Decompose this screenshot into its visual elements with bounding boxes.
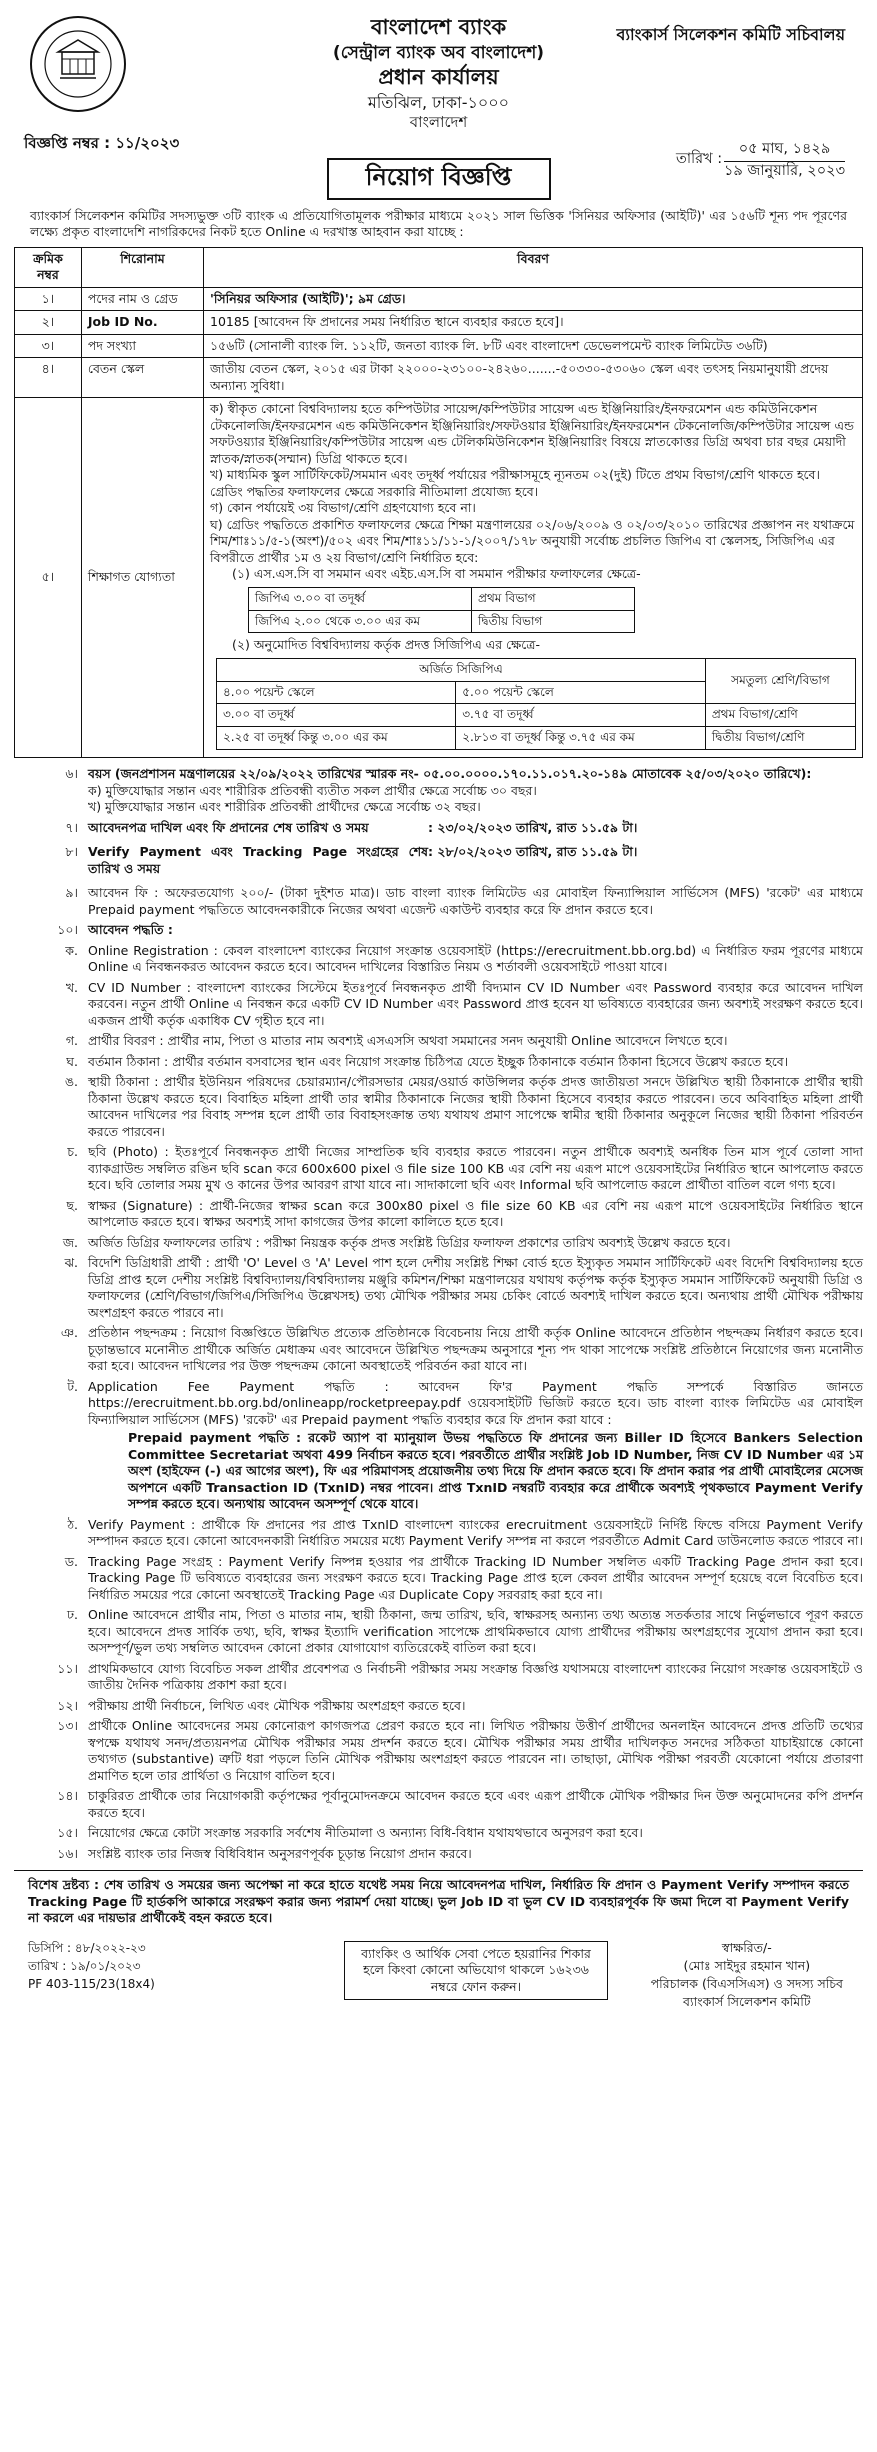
ssc-table xyxy=(248,587,635,634)
procedure-step xyxy=(14,1255,863,1321)
verify-deadline-label: Verify Payment এবং Tracking Page সংগ্রহের শেষ তারিখ ও সময় xyxy=(88,844,428,876)
fee-payment-method: Application Fee Payment পদ্ধতি : আবেদন ফি'র Payment পদ্ধতি সম্পর্কে বিস্তারিত জানতে https://erecruitment.bb.org.bd/onlineapp/rocketpreepay.pdf ওয়েবসাইটটি ভিজিট করতে হবে। ডাচ বাংলা ব্যাংক লিমিটেড এর মোবাইল ফিন্যান্সিয়াল সার্ভিসেস (MFS) 'রকেট' এর Prepaid payment পদ্ধতি ব্যবহার করে ফি প্রদান করা যাবে : xyxy=(88,1378,863,1427)
item-number: ১৫। xyxy=(57,1825,78,1841)
row-serial: ২। xyxy=(15,311,82,335)
row-title: পদের নাম ও গ্রেড xyxy=(81,287,203,311)
footer xyxy=(14,1933,863,2023)
table-row xyxy=(249,587,635,610)
step-letter: ড. xyxy=(64,1553,78,1569)
item-body: নিয়োগের ক্ষেত্রে কোটা সংক্রান্ত সরকারি সর্বশেষ নীতিমালা ও অন্যান্য বিধি-বিধান যথাযথভাবে অনুসরণ করা হবে। xyxy=(88,1825,643,1841)
row-title: শিক্ষাগত যোগ্যতা xyxy=(81,398,203,758)
memo-block xyxy=(28,1939,155,1993)
date-bangla: ০৫ মাঘ, ১৪২৯ xyxy=(724,140,845,162)
cgpa-value: ৩.০০ বা তদূর্ধ্ব xyxy=(217,704,456,727)
item-number: ১৬। xyxy=(57,1845,78,1861)
notice-title: নিয়োগ বিজ্ঞপ্তি xyxy=(327,158,551,200)
step-letter: খ. xyxy=(65,979,78,995)
procedure-step xyxy=(14,1517,863,1550)
cgpa-title: (২) অনুমোদিত বিশ্ববিদ্যালয় কর্তৃক প্রদত্ত সিজিপিএ এর ক্ষেত্রে- xyxy=(232,637,540,653)
col-header-serial: ক্রমিক নম্বর xyxy=(15,247,82,287)
step-letter: জ. xyxy=(62,1234,78,1250)
procedure-step xyxy=(14,1607,863,1657)
step-letter: ঘ. xyxy=(66,1053,78,1069)
bank-subtitle: (সেন্ট্রাল ব্যাংক অব বাংলাদেশ) xyxy=(332,42,545,63)
cgpa-division: দ্বিতীয় বিভাগ/শ্রেণি xyxy=(705,727,855,750)
item-number: ৭। xyxy=(65,819,78,835)
row-serial: ৪। xyxy=(15,358,82,398)
item-body xyxy=(88,844,863,877)
cgpa-scale-4: ৪.০০ পয়েন্ট স্কেলে xyxy=(217,681,456,704)
list-item-deadline xyxy=(14,820,863,841)
step-body: স্বাক্ষর (Signature) : প্রার্থী-নিজের স্বাক্ষর scan করে 300x80 pixel ও file size 60 KB এর বেশি নয় এরূপ মাপে ওয়েবসাইটের নির্ধারিত স্থানে আপলোড করতে হবে। স্বাক্ষর অবশ্যই সাদা কাগজের উপর কালো কালিতে হতে হবে। xyxy=(88,1197,863,1230)
procedure-step xyxy=(14,943,863,976)
edu-clause-a: ক) স্বীকৃত কোনো বিশ্ববিদ্যালয় হতে কম্পিউটার সায়েন্স/কম্পিউটার সায়েন্স এন্ড ইঞ্জিনিয়ারিং/ইনফরমেশন এন্ড কমিউনিকেশন টেকনোলজি/ইনফরমেশন এন্ড কমিউনিকেশন ইঞ্জিনিয়ারিং/সফটওয়ার ইঞ্জিনিয়ারিং/ইনফরমেশন টেকনোলজি/কম্পিউটার সায়েন্স এন্ড সফটওয়্যার ইঞ্জিনিয়ারিং/কম্পিউটার সায়েন্স এন্ড টেলিকমিউনিকেশন ইঞ্জিনিয়ারিং বিষয়ে স্নাতকোত্তর ডিগ্রি অথবা চার বছর মেয়াদী স্নাতক/স্নাতক(সম্মান) ডিগ্রি থাকতে হবে। xyxy=(210,401,854,466)
bank-name: বাংলাদেশ ব্যাংক xyxy=(370,15,507,39)
table-row xyxy=(15,311,863,335)
item-body: আবেদন পদ্ধতি : xyxy=(88,922,173,938)
step-letter: ট. xyxy=(67,1378,78,1394)
procedure-step xyxy=(14,1235,863,1252)
conditions-list xyxy=(14,766,863,1862)
date-english: ১৯ জানুয়ারি, ২০২৩ xyxy=(723,163,845,180)
row-title: বেতন স্কেল xyxy=(81,358,203,398)
item-number: ৮। xyxy=(65,844,78,860)
office-name: প্রধান কার্যালয় xyxy=(378,65,499,90)
step-letter: ক. xyxy=(65,942,78,958)
table-row xyxy=(217,727,856,750)
country: বাংলাদেশ xyxy=(409,112,468,131)
table-row-education xyxy=(15,398,863,758)
step-body: বর্তমান ঠিকানা : প্রার্থীর বর্তমান বসবাসের স্থান এবং নিয়োগ সংক্রান্ত চিঠিপত্র যেতে ইচ্ছুক ঠিকানাকে বর্তমান ঠিকানা হিসেবে উল্লেখ করতে হবে। xyxy=(88,1053,789,1069)
details-table xyxy=(14,247,863,758)
memo-date: তারিখ : ১৯/০১/২০২৩ xyxy=(28,1958,141,1973)
row-title: পদ সংখ্যা xyxy=(81,334,203,358)
cgpa-value: ২.২৫ বা তদূর্ধ্ব কিন্তু ৩.০০ এর কম xyxy=(217,727,456,750)
edu-clause-d: ঘ) গ্রেডিং পদ্ধতিতে প্রকাশিত ফলাফলের ক্ষেত্রে শিক্ষা মন্ত্রণালয়ের ০২/০৬/২০০৯ ও ০২/০৩/২০১০ তারিখের প্রজ্ঞাপন নং যথাক্রমে শিম/শাঃ১১/৫-১(অংশ)/৫০২ এবং শিম/শাঃ১১/১১-১/২০০৭/১৭৮ অনুযায়ী সর্বোচ্চ প্রচলিত জিপিএ বা স্কেলসহ, সিজিপিএ এর বিপরীতে প্রার্থীর ১ম ও ২য় বিভাগ/শ্রেণি নির্ধারিত হবে: xyxy=(210,516,855,565)
step-letter: ঙ. xyxy=(64,1074,78,1090)
step-body: ছবি (Photo) : ইতঃপূর্বে নিবন্ধনকৃত প্রার্থী নিজের সাম্প্রতিক ছবি ব্যবহার করতে পারবেন। নতুন প্রার্থীকে অবশ্যই অনধিক তিন মাস পূর্বে তোলা সাদা ব্যাকগ্রাউন্ড সম্বলিত রঙিন ছবি scan করে 600x600 pixel ও file size 100 KB এর বেশি নয় এরূপ মাপে ওয়েবসাইটের নির্ধারিত স্থানে আপলোড করতে হবে। ছবি তোলার সময় মুখ ও কানের উপর আবরণ রাখা যাবে না। সাদাকালো ছবি এবং Informal ছবি আপলোড করলে প্রার্থীতা বাতিল বলে গণ্য হবে। xyxy=(88,1144,863,1193)
step-letter: ঠ. xyxy=(67,1516,78,1532)
notice-number: বিজ্ঞপ্তি নম্বর : ১১/২০২৩ xyxy=(24,134,180,152)
item-body: সংশ্লিষ্ট ব্যাংক তার নিজস্ব বিধিবিধান অনুসরণপূর্বক চূড়ান্ত নিয়োগ প্রদান করবে। xyxy=(88,1845,472,1861)
step-body: প্রতিষ্ঠান পছন্দক্রম : নিয়োগ বিজ্ঞপ্তিতে উল্লিখিত প্রত্যেক প্রতিষ্ঠানকে বিবেচনায় নিয়ে প্রার্থী কর্তৃক Online আবেদনে প্রতিষ্ঠান পছন্দক্রম নির্ধারণ করতে হবে। চূড়ান্তভাবে মনোনীত প্রার্থীকে অর্জিত মেধাক্রম এবং আবেদনে উল্লিখিত পছন্দক্রম অনুসারে শূন্য পদ থাকা সাপেক্ষে সংশ্লিষ্ট প্রতিষ্ঠানে নিয়োগের জন্য মনোনীত করা হবে। আবেদন দাখিলের পর উক্ত পছন্দক্রম কোনো অবস্থাতেই পরিবর্তন করা যাবে না। xyxy=(88,1325,863,1374)
step-body: স্থায়ী ঠিকানা : প্রার্থীর ইউনিয়ন পরিষদের চেয়ারম্যান/পৌরসভার মেয়র/ওয়ার্ড কাউন্সিলর কর্তৃক প্রদত্ত জাতীয়তা সনদে উল্লিখিত স্থায়ী ঠিকানাকে প্রার্থীর স্থায়ী ঠিকানা উল্লেখ করতে হবে। বিবাহিত মহিলা প্রার্থী তার স্বামীর ঠিকানাকে নিজের স্থায়ী ঠিকানা হিসেবে ব্যবহার করতে পারবেন। তবে অবিবাহিত মহিলা প্রার্থী আবেদন দাখিলের পর বিবাহ সম্পন্ন হলে প্রার্থী তার বিবাহসংক্রান্ত তথ্য যথাযথ প্রমাণ সাপেক্ষে স্বামীর স্থায়ী ঠিকানার অনুকূলে নিজের স্থায়ী ঠিকানা পরিবর্তন করতে পারবেন। xyxy=(88,1074,863,1139)
item-body: পরীক্ষায় প্রার্থী নির্বাচনে, লিখিত এবং মৌখিক পরীক্ষায় অংশগ্রহণ করতে হবে। xyxy=(88,1697,466,1713)
table-row xyxy=(15,358,863,398)
row-description: 10185 [আবেদন ফি প্রদানের সময় নির্ধারিত স্থানে ব্যবহার করতে হবে]। xyxy=(204,311,863,335)
education-details xyxy=(204,398,863,758)
verify-deadline-value: : ২৮/০২/২০২৩ তারিখ, রাত ১১.৫৯ টা। xyxy=(428,844,638,860)
cgpa-equiv-header: সমতুল্য শ্রেণি/বিভাগ xyxy=(705,658,855,704)
list-item xyxy=(14,1698,863,1715)
row-serial: ৫। xyxy=(15,398,82,758)
item-number: ১২। xyxy=(57,1697,78,1713)
step-letter: গ. xyxy=(65,1033,78,1049)
procedure-step xyxy=(14,980,863,1030)
row-serial: ৩। xyxy=(15,334,82,358)
secretariat: ব্যাংকার্স সিলেকশন কমিটি সচিবালয় xyxy=(616,25,845,44)
signatory-name: (মোঃ সাইদুর রহমান খান) xyxy=(683,1957,811,1973)
procedure-step xyxy=(14,1198,863,1231)
cgpa-value: ২.৮১৩ বা তদূর্ধ্ব কিন্তু ৩.৭৫ এর কম xyxy=(456,727,706,750)
procedure-step xyxy=(14,1325,863,1375)
step-letter: ছ. xyxy=(66,1197,78,1213)
item-number: ১৩। xyxy=(57,1718,78,1734)
procedure-step xyxy=(14,1074,863,1140)
hotline-box: ব্যাংকিং ও আর্থিক সেবা পেতে হয়রানির শিকার হলে কিংবা কোনো অভিযোগ থাকলে ১৬২৩৬ নম্বরে ফোন করুন। xyxy=(344,1941,608,2001)
item-body: চাকুরিরত প্রার্থীকে তার নিয়োগকারী কর্তৃপক্ষের পূর্বানুমোদনক্রমে আবেদন করতে হবে এবং এরূপ প্রার্থীকে মৌখিক পরীক্ষার দিন উক্ত অনুমোদনের কপি প্রদর্শন করতে হবে। xyxy=(88,1788,863,1820)
row-title: Job ID No. xyxy=(81,311,203,335)
item-body xyxy=(88,766,863,816)
row-serial: ১। xyxy=(15,287,82,311)
step-body: অর্জিত ডিগ্রির ফলাফলের তারিখ : পরীক্ষা নিয়ন্ত্রক কর্তৃক প্রদত্ত সংশ্লিষ্ট ডিগ্রির ফলাফল প্রকাশের তারিখ অবশ্যই উল্লেখ করতে হবে। xyxy=(88,1234,731,1250)
step-body xyxy=(88,1379,863,1513)
date-label: তারিখ : xyxy=(675,151,723,167)
signatory-org: ব্যাংকার্স সিলেকশন কমিটি xyxy=(683,1994,811,2010)
item-body xyxy=(88,820,863,837)
procedure-step xyxy=(14,1379,863,1513)
item-body: প্রার্থীকে Online আবেদনের সময় কোনোরূপ কাগজপত্র প্রেরণ করতে হবে না। লিখিত পরীক্ষায় উত্তীর্ণ প্রার্থীদের অনলাইন আবেদনে প্রদত্ত প্রতিটি তথ্যের স্বপক্ষে যথাযথ সনদ/প্রত্যয়নপত্র মৌখিক পরীক্ষার সময় প্রদর্শন করতে হবে। মৌখিক পরীক্ষার সময় প্রার্থীর দাখিলকৃত সনদের সঠিকতা যাচাইয়ান্তে কোনো তথ্যগত (substantive) ত্রুটি ধরা পড়লে তিনি মৌখিক পরীক্ষায় অংশগ্রহণ করতে পারবেন না। তাছাড়া, মৌখিক পরীক্ষা পরবর্তী যেকোনো পর্যায়ে প্রতারণা প্রমাণিত হলে তার প্রার্থিতা ও নিয়োগ বাতিল হবে। xyxy=(88,1718,863,1783)
procedure-step xyxy=(14,1144,863,1194)
signature-block xyxy=(651,1939,843,2012)
step-body: প্রার্থীর বিবরণ : প্রার্থীর নাম, পিতা ও মাতার নাম অবশ্যই এসএসসি অথবা সমমানের সনদ অনুযায়ী Online আবেদনে লিখতে হবে। xyxy=(88,1033,728,1049)
edu-clause-b: খ) মাধ্যমিক স্কুল সার্টিফিকেট/সমমান এবং তদূর্ধ্ব পর্যায়ের পরীক্ষাসমূহে ন্যূনতম ০২(দুই) টিতে প্রথম বিভাগ/শ্রেণি থাকতে হবে। গ্রেডিং পদ্ধতির ফলাফলের ক্ষেত্রে সরকারি নীতিমালা প্রযোজ্য হবে। xyxy=(210,467,820,499)
col-header-description: বিবরণ xyxy=(204,247,863,287)
table-row xyxy=(217,658,856,681)
ssc-division: দ্বিতীয় বিভাগ xyxy=(472,610,635,633)
row-description: জাতীয় বেতন স্কেল, ২০১৫ এর টাকা ২২০০০-২৩১০০-২৪২৬০.......-৫০৩৩০-৫৩০৬০ স্কেল এবং তৎসহ নিয়মানুযায়ী প্রদেয় অন্যান্য সুবিধা। xyxy=(204,358,863,398)
list-item-age xyxy=(14,766,863,816)
row-description: 'সিনিয়র অফিসার (আইটি)'; ৯ম গ্রেড। xyxy=(204,287,863,311)
list-item-fee xyxy=(14,885,863,918)
age-clause-a: ক) মুক্তিযোদ্ধার সন্তান এবং শারীরিক প্রতিবন্ধী ব্যতীত সকল প্রার্থীর ক্ষেত্রে সর্বোচ্চ ৩০ বছর। xyxy=(88,782,537,798)
office-address: মতিঝিল, ঢাকা-১০০০ xyxy=(367,92,510,112)
ssc-title: (১) এস.এস.সি বা সমমান এবং এইচ.এস.সি বা সমমান পরীক্ষার ফলাফলের ক্ষেত্রে- xyxy=(232,566,641,582)
special-note: বিশেষ দ্রষ্টব্য : শেষ তারিখ ও সময়ের জন্য অপেক্ষা না করে হাতে যথেষ্ট সময় নিয়ে আবেদনপত্র দাখিল, নির্ধারিত ফি প্রদান ও Payment Verify সম্পাদন করতে Tracking Page টি হার্ডকপি আকারে সংরক্ষণ করার জন্য পরামর্শ দেয়া যাচ্ছে। ভুল Job ID বা ভুল CV ID ব্যবহারপূর্বক ফি জমা দিলে বা Payment Verify না করলে এর দায়ভার প্রার্থীকেই বহন করতে হবে। xyxy=(14,1870,863,1933)
date-block xyxy=(675,140,845,181)
signed-label: স্বাক্ষরিত/- xyxy=(721,1939,772,1955)
cgpa-value: ৩.৭৫ বা তদূর্ধ্ব xyxy=(456,704,706,727)
table-row xyxy=(15,334,863,358)
table-header-row xyxy=(15,247,863,287)
table-row xyxy=(15,287,863,311)
col-header-title: শিরোনাম xyxy=(81,247,203,287)
cgpa-scale-5: ৫.০০ পয়েন্ট স্কেলে xyxy=(456,681,706,704)
step-body: Online Registration : কেবল বাংলাদেশ ব্যাংকের নিয়োগ সংক্রান্ত ওয়েবসাইট (https://erecruitment.bb.org.bd) এ নির্ধারিত ফরম পূরণের মাধ্যমে Online এ নিবন্ধনকরত আবেদন করতে হবে। আবেদন দাখিলের বিস্তারিত নিয়ম ও শর্তাবলী ওয়েবসাইটে পাওয়া যাবে। xyxy=(88,942,863,975)
ssc-division: প্রথম বিভাগ xyxy=(472,587,635,610)
item-body: আবেদন ফি : অফেরতযোগ্য ২০০/- (টাকা দুইশত মাত্র)। ডাচ বাংলা ব্যাংক লিমিটেড এর মোবাইল ফিন্যান্সিয়াল সার্ভিসেস (MFS) 'রকেট' এর মাধ্যমে Prepaid payment পদ্ধতিতে আবেদনকারীকে নিজের অথবা এজেন্ট একাউন্ট ব্যবহার করে ফি প্রদান করতে হবে। xyxy=(88,885,863,917)
list-item-procedure xyxy=(14,922,863,939)
step-letter: ঞ. xyxy=(60,1325,78,1341)
ssc-gpa: জিপিএ ২.০০ থেকে ৩.০০ এর কম xyxy=(249,610,472,633)
deadline-label: আবেদনপত্র দাখিল এবং ফি প্রদানের শেষ তারিখ ও সময় xyxy=(88,819,369,835)
table-row xyxy=(249,610,635,633)
age-heading: বয়স (জনপ্রশাসন মন্ত্রণালয়ের ২২/০৯/২০২২ তারিখের স্মারক নং- ০৫.০০.০০০০.১৭০.১১.০১৭.২০-১৪৯ মোতাবেক ২৫/০৩/২০২০ তারিখে): xyxy=(88,766,812,782)
list-item xyxy=(14,1718,863,1784)
procedure-step xyxy=(14,1054,863,1071)
intro-paragraph: ব্যাংকার্স সিলেকশন কমিটির সদস্যভুক্ত ৩টি ব্যাংক এ প্রতিযোগিতামূলক পরীক্ষার মাধ্যমে ২০২১ সাল ভিত্তিক 'সিনিয়র অফিসার (আইটি)' এর ১৫৬টি শূন্য পদ পূরণের লক্ষ্যে প্রকৃত বাংলাদেশি নাগরিকদের নিকট হতে Online এ দরখাস্ত আহবান করা যাচ্ছে : xyxy=(30,207,847,240)
list-item xyxy=(14,1846,863,1863)
prepaid-payment-method: Prepaid payment পদ্ধতি : রকেট অ্যাপ বা ম্যানুয়াল উভয় পদ্ধতিতে ফি প্রদানের জন্য Biller ID হিসেবে Bankers Selection Committee Secretariat অথবা 499 নির্বাচন করতে হবে। পরবর্তীতে প্রার্থীর সংশ্লিষ্ট Job ID Number, নিজ CV ID Number এর ১ম অংশ (হাইফেন (-) এর আগের অংশ), ফি এর পরিমাণসহ প্রয়োজনীয় তথ্য দিয়ে ফি প্রদান করতে হবে। ফি প্রদান করার পর প্রার্থী মোবাইলের মেসেজ অপশনে একটি Transaction ID (TxnID) নম্বর পাবেন। প্রাপ্ত TxnID নম্বরটি ব্যবহার করে প্রার্থীকে অবশ্যই পৃথকভাবে Payment Verify সম্পন্ন করতে হবে। অন্যথায় আবেদন অসম্পূর্ণ থেকে যাবে। xyxy=(128,1430,863,1512)
item-number: ১০। xyxy=(57,922,78,938)
signatory-title: পরিচালক (বিএসসিএস) ও সদস্য সচিব xyxy=(650,1975,843,1991)
procedure-step xyxy=(14,1033,863,1050)
list-item xyxy=(14,1788,863,1821)
list-item-verify-deadline xyxy=(14,844,863,881)
procedure-step xyxy=(14,1554,863,1604)
step-letter: ঝ. xyxy=(64,1255,78,1271)
ssc-gpa: জিপিএ ৩.০০ বা তদূর্ধ্ব xyxy=(249,587,472,610)
deadline-value: : ২৩/০২/২০২৩ তারিখ, রাত ১১.৫৯ টা। xyxy=(428,819,638,835)
row-description: ১৫৬টি (সোনালী ব্যাংক লি. ১১২টি, জনতা ব্যাংক লি. ৮টি এবং বাংলাদেশ ডেভেলপমেন্ট ব্যাংক লিমিটেড ৩৬টি) xyxy=(204,334,863,358)
step-body: বিদেশি ডিগ্রিধারী প্রার্থী : প্রার্থী 'O' Level ও 'A' Level পাশ হলে দেশীয় সংশ্লিষ্ট শিক্ষা বোর্ড হতে ইস্যুকৃত সমমান সার্টিফিকেট এবং বিদেশি বিশ্ববিদ্যালয় হতে ডিগ্রি প্রাপ্ত হলে দেশীয় সংশ্লিষ্ট বিশ্ববিদ্যালয়/বিশ্ববিদ্যালয় মঞ্জুরি কমিশন/শিক্ষা মন্ত্রণালয়ের যথাযথ কর্তৃপক্ষ কর্তৃক ইস্যুকৃত সমমান সার্টিফিকেট অনুযায়ী ডিগ্রি ও ফলাফলের (শ্রেণি/বিভাগ/জিপিএ/সিজিপিএ উল্লেখসহ) তথ্য মৌখিক পরীক্ষার সময় চেকিং বোর্ডে অবশ্যই দাখিল করতে হবে। অন্যথায় প্রার্থী মৌখিক পরীক্ষায় অংশগ্রহণ করতে পারবে না। xyxy=(88,1255,863,1320)
item-number: ৬। xyxy=(65,766,78,782)
step-body: Online আবেদনে প্রার্থীর নাম, পিতা ও মাতার নাম, স্থায়ী ঠিকানা, জন্ম তারিখ, ছবি, স্বাক্ষরসহ অন্যান্য তথ্য অত্যন্ত সতর্কতার সাথে নির্ভুলভাবে পূরণ করতে হবে। আবেদনে প্রদত্ত সার্বিক তথ্য, ছবি, স্বাক্ষর ইত্যাদি verification সাপেক্ষে প্রাথমিকভাবে যোগ্য প্রার্থীদের পরীক্ষায় অংশগ্রহণের সুযোগ প্রদান করা হবে। অসম্পূর্ণ/ভুল তথ্য সম্বলিত আবেদন কোনো প্রকার যোগাযোগ ব্যতিরেকেই বাতিল করা হবে। xyxy=(88,1607,863,1656)
age-clause-b: খ) মুক্তিযোদ্ধার সন্তান এবং শারীরিক প্রতিবন্ধী প্রার্থীদের ক্ষেত্রে সর্বোচ্চ ৩২ বছর। xyxy=(88,799,481,815)
step-body: CV ID Number : বাংলাদেশ ব্যাংকের সিস্টেমে ইতঃপূর্বে নিবন্ধনকৃত প্রার্থী বিদ্যমান CV ID Number এবং Password ব্যবহার করে আবেদন দাখিল করবেন। নতুন প্রার্থী Online এ নিবন্ধন করে একটি CV ID Number এবং Password প্রাপ্ত হবেন যা ভবিষ্যতে ব্যবহারের জন্য অবশ্যই সংরক্ষণ করতে হবে। একজন প্রার্থী কর্তৃক একাধিক CV গৃহীত হবে না। xyxy=(88,979,863,1028)
step-body: Tracking Page সংগ্রহ : Payment Verify নিষ্পন্ন হওয়ার পর প্রার্থীকে Tracking ID Number সম্বলিত একটি Tracking Page প্রদান করা হবে। Tracking Page টি ভবিষ্যতে ব্যবহারের জন্য সংরক্ষণ করতে হবে। Tracking Page প্রাপ্ত হলে কেবল প্রার্থীর আবেদন সম্পূর্ণ হয়েছে বলে বিবেচিত হবে। নির্ধারিত সময়ের পরে কোনো অবস্থাতেই Tracking Page এর Duplicate Copy সরবরাহ করা হবে না। xyxy=(88,1553,863,1602)
step-body: Verify Payment : প্রার্থীকে ফি প্রদানের পর প্রাপ্ত TxnID বাংলাদেশ ব্যাংকের erecruitment ওয়েবসাইটে নির্দিষ্ট ফিল্ডে বসিয়ে Payment Verify সম্পাদন করতে হবে। কোনো আবেদনকারী নির্ধারিত সময়ের মধ্যে Payment Verify সম্পন্ন না করলে পরবর্তীতে Admit Card ডাউনলোড করতে পারবে না। xyxy=(88,1516,864,1549)
cgpa-table xyxy=(216,658,856,750)
list-item xyxy=(14,1825,863,1842)
item-number: ৯। xyxy=(65,885,78,901)
step-letter: ঢ. xyxy=(66,1607,78,1623)
cgpa-division: প্রথম বিভাগ/শ্রেণি xyxy=(705,704,855,727)
edu-clause-c: গ) কোন পর্যায়েই ৩য় বিভাগ/শ্রেণি গ্রহণযোগ্য হবে না। xyxy=(210,500,476,516)
print-code: PF 403-115/23(18x4) xyxy=(28,1976,155,1991)
item-number: ১১। xyxy=(57,1660,78,1676)
list-item xyxy=(14,1661,863,1694)
item-number: ১৪। xyxy=(57,1788,78,1804)
table-row xyxy=(217,704,856,727)
step-letter: চ. xyxy=(67,1144,78,1160)
cgpa-header: অর্জিত সিজিপিএ xyxy=(217,658,706,681)
memo-number: ডিসিপি : ৪৮/২০২২-২৩ xyxy=(28,1940,146,1955)
item-body: প্রাথমিকভাবে যোগ্য বিবেচিত সকল প্রার্থীর প্রবেশপত্র ও নির্বাচনী পরীক্ষার সময় সংক্রান্ত বিজ্ঞপ্তি যথাসময়ে বাংলাদেশ ব্যাংকের নিয়োগ সংক্রান্ত ওয়েবসাইটে ও জাতীয় দৈনিক পত্রিকায় প্রকাশ করা হবে। xyxy=(88,1660,863,1693)
